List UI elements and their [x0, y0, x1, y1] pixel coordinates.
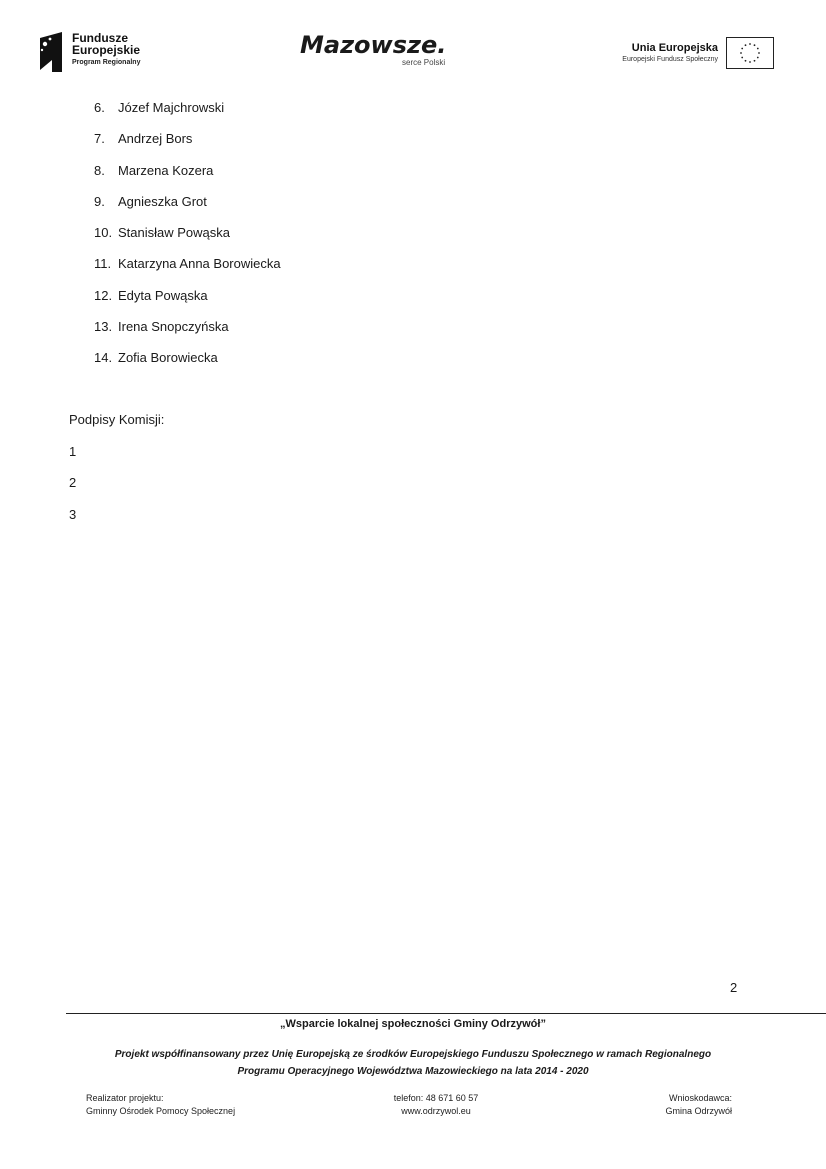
ue-logo-line2: Europejski Fundusz Społeczny — [622, 56, 718, 63]
list-item-name: Katarzyna Anna Borowiecka — [118, 256, 281, 272]
fundusze-europejskie-text — [72, 32, 140, 69]
list-item — [94, 285, 281, 316]
footer-project-line1: Projekt współfinansowany przez Unię Europejską ze środków Europejskiego Funduszu Społecznego w ramach Regionalnego — [114, 1049, 712, 1060]
list-item-number: 10. — [94, 225, 113, 241]
footer-wnioskodawca-value: Gmina Odrzywół — [665, 1106, 732, 1116]
list-item — [94, 128, 281, 159]
list-item-number: 13. — [94, 319, 113, 335]
signatures-heading: Podpisy Komisji: — [69, 412, 165, 427]
signature-line: 3 — [69, 506, 77, 522]
fundusze-europejskie-emblem-icon — [38, 30, 64, 74]
list-item-name: Zofia Borowiecka — [118, 350, 218, 366]
footer-contact — [380, 1092, 492, 1118]
fe-logo-line3: Program Regionalny — [72, 59, 141, 66]
list-item-name: Edyta Powąska — [118, 287, 208, 303]
signature-line: 2 — [69, 475, 77, 490]
mazowsze-logo — [300, 31, 447, 67]
list-item — [94, 253, 281, 284]
list-item-number: 14. — [94, 350, 113, 366]
list-item — [94, 347, 281, 378]
mazowsze-wordmark: Mazowsze. — [300, 31, 447, 59]
fe-logo-line1: Fundusze — [72, 31, 128, 45]
footer-wnioskodawca — [640, 1092, 732, 1118]
list-item — [94, 316, 281, 347]
list-item-name: Stanisław Powąska — [118, 225, 230, 241]
list-item-number: 7. — [94, 131, 105, 147]
footer-website: www.odrzywol.eu — [401, 1106, 471, 1116]
list-item-number: 12. — [94, 287, 113, 303]
list-item — [94, 97, 281, 128]
list-item-number: 6. — [94, 100, 105, 115]
fe-logo-line2: Europejskie — [72, 43, 141, 57]
list-item — [94, 160, 281, 191]
footer-project-line2: Programu Operacyjnego Województwa Mazowieckiego na lata 2014 - 2020 — [237, 1066, 589, 1077]
list-item-number: 9. — [94, 193, 105, 209]
footer-wnioskodawca-label: Wnioskodawca: — [668, 1093, 732, 1103]
footer-divider — [66, 1013, 826, 1014]
list-item — [94, 222, 281, 253]
list-item-name: Andrzej Bors — [118, 131, 193, 147]
list-item-name: Marzena Kozera — [118, 162, 214, 178]
signature-line: 1 — [69, 443, 77, 459]
list-item-number: 11. — [94, 256, 112, 272]
eu-flag-icon — [726, 37, 774, 69]
unia-europejska-text — [622, 42, 718, 63]
list-item-name: Irena Snopczyńska — [118, 319, 229, 335]
list-item-name: Józef Majchrowski — [118, 100, 225, 115]
footer-title: „Wsparcie lokalnej społeczności Gminy Odrzywół” — [280, 1018, 546, 1030]
mazowsze-tagline: serce Polski — [402, 58, 446, 67]
ue-logo-line1: Unia Europejska — [631, 42, 718, 54]
page-number: 2 — [730, 980, 738, 995]
list-item-number: 8. — [94, 162, 105, 178]
list-item-name: Agnieszka Grot — [118, 193, 207, 209]
list-item — [94, 191, 281, 222]
member-list — [94, 97, 281, 379]
footer-realizator — [86, 1092, 235, 1118]
footer-realizator-label: Realizator projektu: — [86, 1093, 164, 1103]
footer-project-description — [0, 1046, 826, 1080]
footer-realizator-value: Gminny Ośrodek Pomocy Społecznej — [86, 1106, 236, 1116]
footer-phone: telefon: 48 671 60 57 — [393, 1093, 479, 1103]
signatures-section — [69, 409, 164, 535]
